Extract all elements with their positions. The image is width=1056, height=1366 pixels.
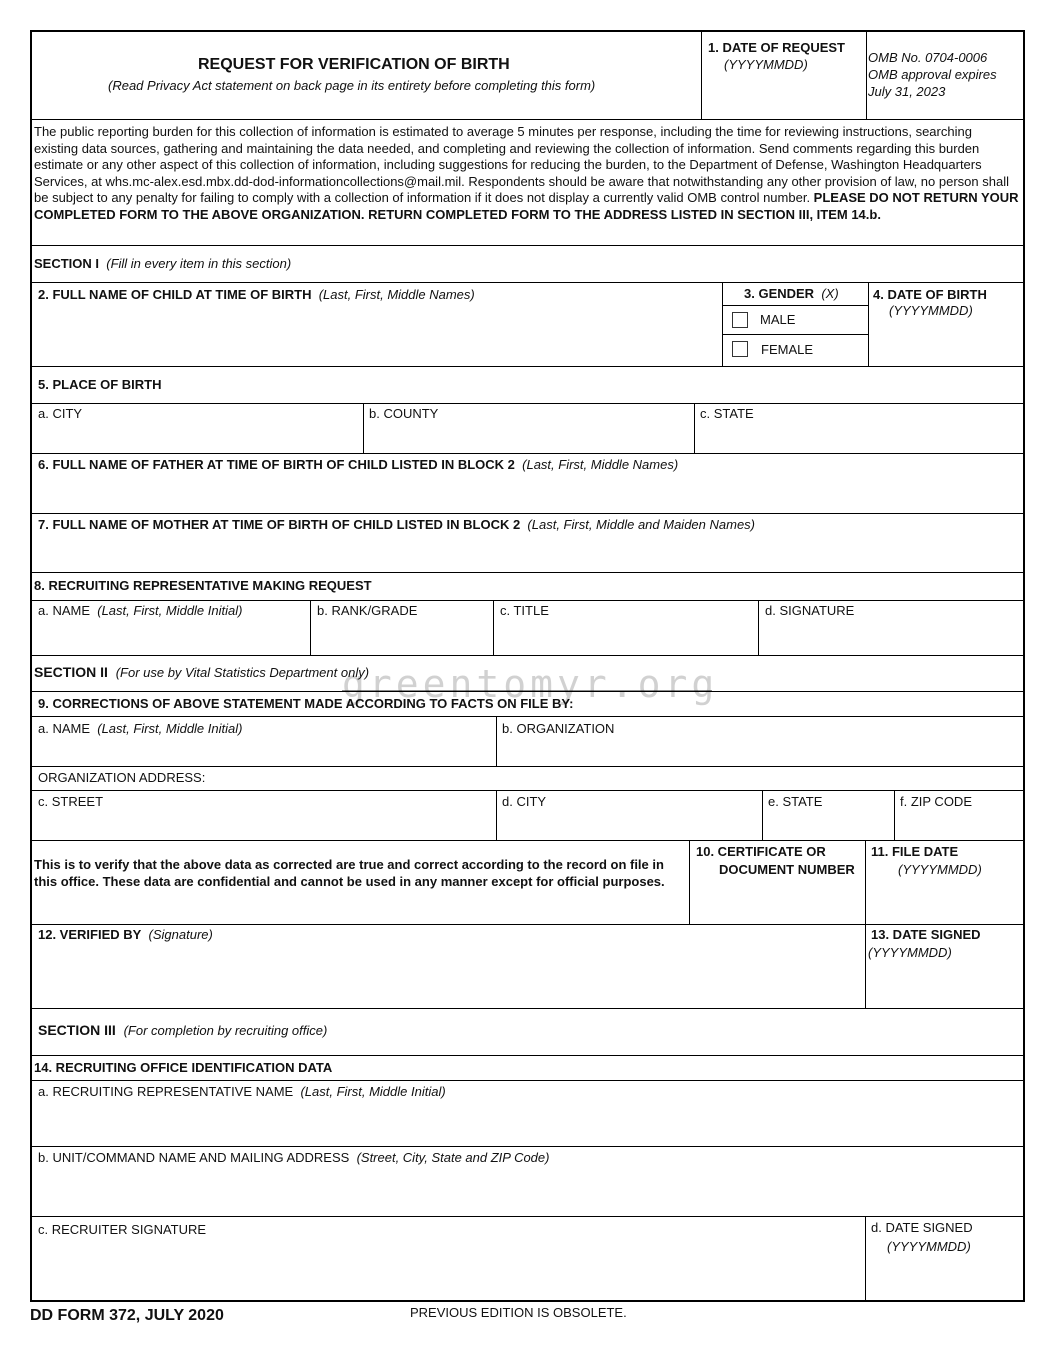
unit-address-text: b. UNIT/COMMAND NAME AND MAILING ADDRESS [38,1150,350,1165]
verify-statement: This is to verify that the above data as corrected are true and correct according to the record on file in this office. These data are confidential and cannot be used in any manner except for official purposes. [34,857,665,889]
rec-title-label: c. TITLE [500,603,549,618]
rec-name-text: a. NAME [38,603,91,618]
s2-date-signed-format: (YYYYMMDD) [868,945,952,960]
s2-organization-input[interactable] [502,740,1018,768]
verified-by-input[interactable] [38,950,862,1002]
date-of-request-input[interactable] [708,82,862,114]
father-name-input[interactable] [38,478,1017,510]
male-checkbox[interactable] [732,312,748,328]
office-id-label: 14. RECRUITING OFFICE IDENTIFICATION DATA [34,1060,333,1075]
section1-heading [34,256,291,272]
unit-address-label [38,1150,549,1166]
s3-date-signed-input[interactable] [871,1260,1020,1296]
rec-name-note: (Last, First, Middle Initial) [97,603,243,618]
s2-name-input[interactable] [38,740,497,768]
burden-statement [34,124,1019,224]
omb-number: OMB No. 0704-0006 [868,50,988,65]
recruiter-signature-input[interactable] [38,1244,862,1296]
corrections-label: 9. CORRECTIONS OF ABOVE STATEMENT MADE ACCORDING TO FACTS ON FILE BY: [38,696,574,711]
cert-number-input[interactable] [696,884,865,920]
zip-label: f. ZIP CODE [900,794,972,809]
watermark-strike [342,690,712,691]
rep-name-note: (Last, First, Middle Initial) [300,1084,446,1099]
dob-label: 4. DATE OF BIRTH [873,287,987,302]
rec-name-label [38,603,242,619]
city-label: a. CITY [38,406,83,421]
s2-organization-label: b. ORGANIZATION [502,721,615,736]
s2-city-label: d. CITY [502,794,547,809]
file-date-label: 11. FILE DATE [871,844,959,859]
city-input[interactable] [38,424,362,452]
county-input[interactable] [369,424,693,452]
s2-name-label [38,721,242,737]
rep-name-input[interactable] [38,1106,1017,1144]
form-title: REQUEST FOR VERIFICATION OF BIRTH [198,56,510,73]
recruiter-label: 8. RECRUITING REPRESENTATIVE MAKING REQUEST [34,578,372,593]
rep-name-label [38,1084,446,1100]
rec-signature-label: d. SIGNATURE [765,603,855,618]
s2-city-input[interactable] [502,812,764,840]
dob-input[interactable] [873,324,1022,362]
female-label: FEMALE [761,342,814,357]
female-checkbox[interactable] [732,341,748,357]
child-name-input[interactable] [38,310,722,362]
s3-date-signed-label: d. DATE SIGNED [871,1220,973,1235]
state-label: c. STATE [700,406,754,421]
form-id: DD FORM 372, JULY 2020 [30,1307,224,1324]
county-label: b. COUNTY [369,406,439,421]
s3-date-signed-format: (YYYYMMDD) [887,1239,971,1254]
mother-name-label-text: 7. FULL NAME OF MOTHER AT TIME OF BIRTH OF CHILD LISTED IN BLOCK 2 [38,517,521,532]
child-name-label [38,287,475,303]
burden-bold-text: PLEASE DO NOT RETURN YOUR COMPLETED FORM TO THE ABOVE ORGANIZATION. RETURN COMPLETED FORM TO THE ADDRESS LISTED IN SECTION III, ITEM 14.b. [34,190,1019,222]
section3-note: (For completion by recruiting office) [123,1023,328,1038]
gender-label [744,286,839,302]
section2-note: (For use by Vital Statistics Department only) [115,665,370,680]
verified-by-text: 12. VERIFIED BY [38,927,142,942]
mother-name-input[interactable] [38,538,1017,570]
state-input[interactable] [700,424,1019,452]
gender-note: (X) [821,286,839,301]
unit-address-input[interactable] [38,1172,1017,1214]
s2-date-signed-input[interactable] [871,966,1020,1002]
omb-date: July 31, 2023 [868,84,946,99]
s2-state-label: e. STATE [768,794,823,809]
place-of-birth-label: 5. PLACE OF BIRTH [38,377,162,392]
rep-name-text: a. RECRUITING REPRESENTATIVE NAME [38,1084,294,1099]
mother-name-note: (Last, First, Middle and Maiden Names) [527,517,756,532]
section3-heading [38,1022,327,1039]
section2-title: SECTION II [34,664,108,680]
gender-label-text: 3. GENDER [744,286,815,301]
obsolete-note: PREVIOUS EDITION IS OBSOLETE. [410,1305,627,1320]
zip-input[interactable] [900,812,1019,840]
cert-label-1: 10. CERTIFICATE OR [696,844,826,859]
date-of-request-format: (YYYYMMDD) [724,57,808,72]
org-address-label: ORGANIZATION ADDRESS: [38,770,206,785]
s2-name-note: (Last, First, Middle Initial) [97,721,243,736]
file-date-format: (YYYYMMDD) [898,862,982,877]
mother-name-label [38,517,755,533]
rec-rank-input[interactable] [317,622,493,654]
burden-text: The public reporting burden for this collection of information is estimated to average 5 minutes per response, including the time for reviewing instructions, searching existing data sources, gathering and maintaining the data needed, and completing and reviewing the collection of information. Send comments regarding this burden estimate or any other aspect of this collection of information, including suggestions for reducing the burden, to the Department of Defense, Washington Headquarters Services, at whs.mc-alex.esd.mbx.dd-dod-informationcollections@mail.mil. Respondents should be aware that notwithstanding any other provision of law, no person shall be subject to any penalty for failing to comply with a collection of information if it does not display a currently valid OMB control number. [34,124,1009,206]
verified-by-note: (Signature) [148,927,213,942]
section2-heading [34,664,369,681]
section1-note: (Fill in every item in this section) [106,256,292,271]
omb-expires: OMB approval expires [868,67,997,82]
street-input[interactable] [38,812,497,840]
verified-by-label [38,927,213,943]
dob-format: (YYYYMMDD) [889,303,973,318]
recruiter-signature-label: c. RECRUITER SIGNATURE [38,1222,207,1237]
rec-signature-input[interactable] [765,622,1019,654]
street-label: c. STREET [38,794,104,809]
date-of-request-label: 1. DATE OF REQUEST [708,40,845,55]
child-name-note: (Last, First, Middle Names) [318,287,475,302]
file-date-input[interactable] [871,884,1020,920]
father-name-note: (Last, First, Middle Names) [522,457,679,472]
male-label: MALE [760,312,796,327]
s2-date-signed-label: 13. DATE SIGNED [871,927,981,942]
cert-label-2: DOCUMENT NUMBER [719,862,855,877]
section1-title: SECTION I [34,256,100,271]
s2-state-input[interactable] [768,812,894,840]
section3-title: SECTION III [38,1022,116,1038]
watermark: greentomyr.org [342,662,719,706]
rec-name-input[interactable] [38,622,310,654]
s2-name-text: a. NAME [38,721,91,736]
father-name-label-text: 6. FULL NAME OF FATHER AT TIME OF BIRTH OF CHILD LISTED IN BLOCK 2 [38,457,515,472]
father-name-label [38,457,678,473]
form-subtitle: (Read Privacy Act statement on back page in its entirety before completing this form) [108,78,596,93]
rec-title-input[interactable] [500,622,758,654]
child-name-label-text: 2. FULL NAME OF CHILD AT TIME OF BIRTH [38,287,312,302]
rec-rank-label: b. RANK/GRADE [317,603,418,618]
unit-address-note: (Street, City, State and ZIP Code) [356,1150,550,1165]
